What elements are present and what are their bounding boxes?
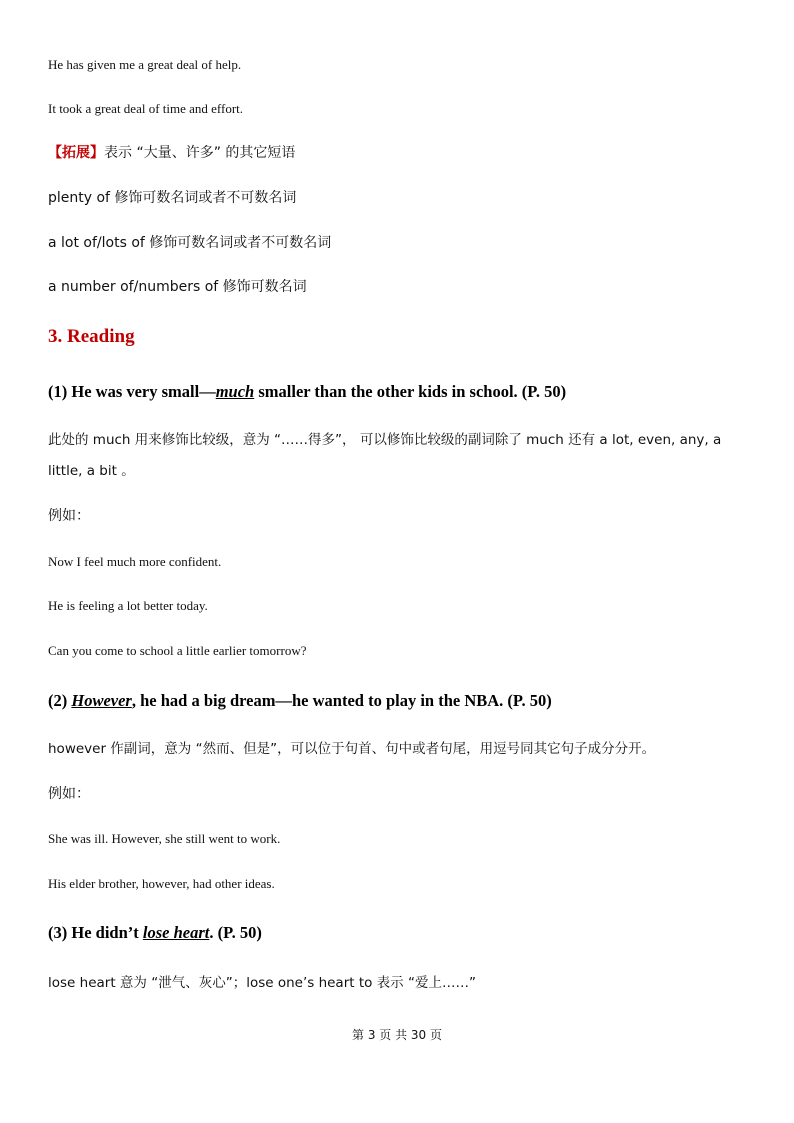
example-however-ideas: His elder brother, however, had other ideas. [48,876,275,891]
point-heading-1 [48,381,754,403]
example-label-1: 例如： [48,508,90,524]
point-heading-2-emphasis: However [71,691,132,710]
example-sentence-great-deal-help: He has given me a great deal of help. [48,57,242,72]
page-footer: 第 3 页 共 30 页 [352,1028,442,1042]
explanation-lose-heart: lose heart 意为 “泄气、灰心”；lose one’s heart to 表示 “爱上……” [48,975,476,991]
example-however-work: She was ill. However, she still went to work. [48,831,281,846]
explanation-however: however 作副词，意为 “然而、但是”，可以位于句首、句中或者句尾，用逗号同其它句子成分分开。 [48,741,656,757]
phrase-a-number-of: a number of/numbers of 修饰可数名词 [48,279,307,295]
example-a-lot-better: He is feeling a lot better today. [48,598,208,613]
phrase-plenty-of: plenty of 修饰可数名词或者不可数名词 [48,190,297,206]
point-heading-2-before: (2) [48,691,72,710]
example-a-little-earlier: Can you come to school a little earlier tomorrow? [48,643,307,658]
example-much-confident: Now I feel much more confident. [48,554,222,569]
point-heading-3 [48,922,754,944]
point-heading-1-emphasis: much [215,382,255,401]
example-label-2: 例如： [48,786,90,802]
phrase-a-lot-of: a lot of/lots of 修饰可数名词或者不可数名词 [48,235,332,251]
extension-tag: 【拓展】 [48,145,104,161]
section-title: 3. Reading [48,326,135,347]
point-heading-3-after: . (P. 50) [209,923,262,942]
extension-text: 表示 “大量、许多” 的其它短语 [104,145,296,161]
example-sentence-great-deal-time: It took a great deal of time and effort. [48,101,244,116]
point-heading-1-before: (1) He was very small— [48,382,216,401]
point-heading-3-before: (3) He didn’t [48,923,143,942]
point-heading-1-after: smaller than the other kids in school. (P. 50) [254,382,567,401]
point-heading-2-after: , he had a big dream—he wanted to play in the NBA. (P. 50) [131,691,552,710]
explanation-much: 此处的 much 用来修饰比较级，意为 “……得多”， 可以修饰比较级的副词除了 much 还有 a lot, even, any, a little, a bit 。 [48,432,722,479]
extension-note [48,144,754,162]
point-heading-3-emphasis: lose heart [142,923,210,942]
point-heading-2 [48,690,754,712]
